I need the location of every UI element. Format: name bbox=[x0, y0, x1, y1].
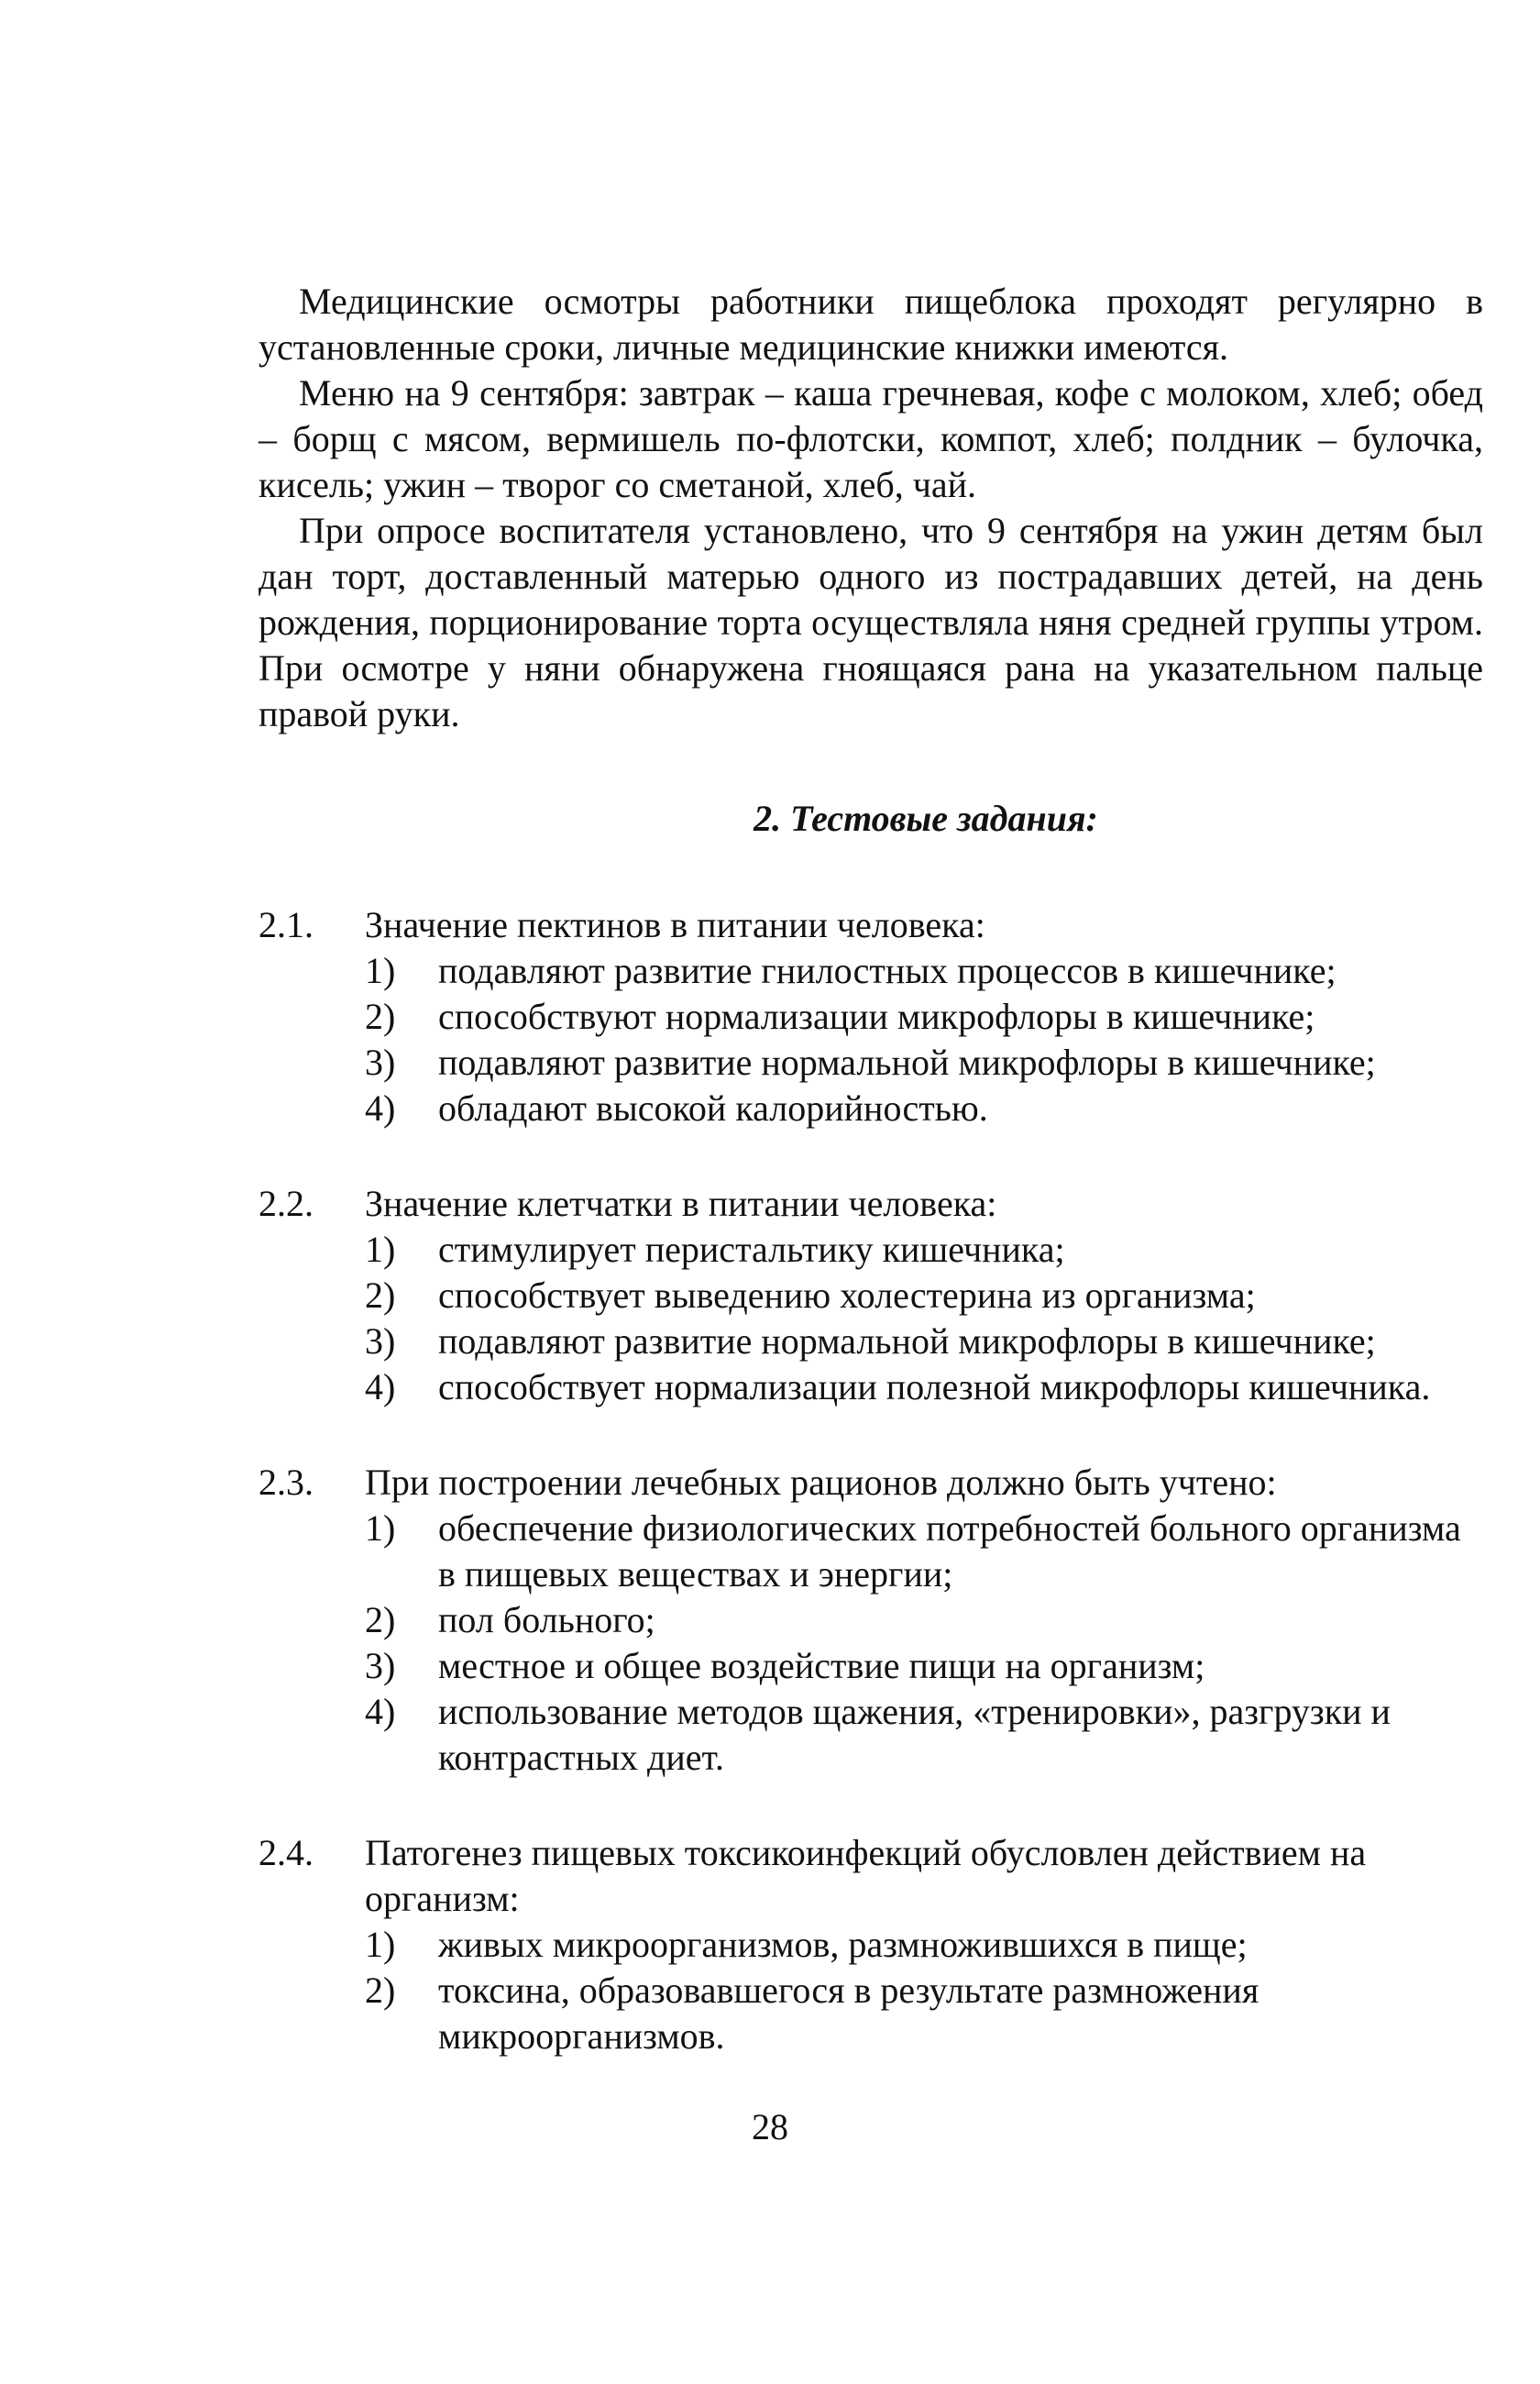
answer-option bbox=[258, 1643, 1483, 1689]
option-number: 1) bbox=[365, 1924, 396, 1965]
option-number: 3) bbox=[365, 1320, 396, 1362]
answer-option bbox=[258, 1597, 1483, 1643]
option-text: подавляют развитие гнилостных процессов в кишечнике; bbox=[438, 950, 1336, 991]
option-number: 1) bbox=[365, 950, 396, 991]
question-number: 2.4. bbox=[258, 1832, 314, 1873]
option-number: 2) bbox=[365, 1970, 396, 2011]
paragraph: Меню на 9 сентября: завтрак – каша гречневая, кофе с молоком, хлеб; обед – борщ с мясом, вермишель по-флотски, компот, хлеб; полдник – булочка, кисель; ужин – творог со сметаной, хлеб, чай. bbox=[258, 372, 1483, 505]
option-text: местное и общее воздействие пищи на организм; bbox=[438, 1645, 1205, 1686]
question-text: Значение клетчатки в питании человека: bbox=[365, 1183, 997, 1224]
option-number: 4) bbox=[365, 1087, 396, 1129]
answer-option bbox=[258, 1040, 1483, 1086]
option-text: токсина, образовавшегося в результате размножения микроорганизмов. bbox=[438, 1970, 1260, 2057]
option-number: 1) bbox=[365, 1507, 396, 1549]
option-number: 2) bbox=[365, 996, 396, 1037]
answer-option bbox=[258, 1968, 1483, 2059]
question-2-3 bbox=[258, 1460, 1483, 1781]
option-text: стимулирует перистальтику кишечника; bbox=[438, 1229, 1065, 1270]
question-number: 2.3. bbox=[258, 1462, 314, 1503]
page-number: 28 bbox=[752, 2106, 788, 2147]
option-text: способствует выведению холестерина из организма; bbox=[438, 1275, 1256, 1316]
answer-option bbox=[258, 994, 1483, 1040]
answer-option bbox=[258, 1273, 1483, 1319]
option-number: 4) bbox=[365, 1366, 396, 1407]
option-text: обладают высокой калорийностью. bbox=[438, 1087, 988, 1129]
option-text: обеспечение физиологических потребностей больного организма в пищевых веществах и энергии; bbox=[438, 1507, 1461, 1595]
option-text: живых микроорганизмов, размножившихся в пище; bbox=[438, 1924, 1248, 1965]
question-text: Патогенез пищевых токсикоинфекций обусловлен действием на организм: bbox=[365, 1832, 1367, 1919]
option-text: использование методов щажения, «тренировки», разгрузки и контрастных диет. bbox=[438, 1691, 1391, 1778]
option-text: способствует нормализации полезной микрофлоры кишечника. bbox=[438, 1366, 1431, 1407]
question-text: При построении лечебных рационов должно быть учтено: bbox=[365, 1462, 1277, 1503]
option-text: подавляют развитие нормальной микрофлоры в кишечнике; bbox=[438, 1320, 1376, 1362]
answer-option bbox=[258, 1086, 1483, 1131]
option-text: пол больного; bbox=[438, 1599, 655, 1640]
option-text: способствуют нормализации микрофлоры в кишечнике; bbox=[438, 996, 1315, 1037]
question-text: Значение пектинов в питании человека: bbox=[365, 904, 985, 945]
option-number: 1) bbox=[365, 1229, 396, 1270]
answer-option bbox=[258, 1922, 1483, 1968]
question-2-2 bbox=[258, 1181, 1483, 1410]
answer-option bbox=[258, 1319, 1483, 1364]
question-2-1 bbox=[258, 902, 1483, 1131]
option-number: 3) bbox=[365, 1042, 396, 1083]
answer-option bbox=[258, 948, 1483, 994]
question-2-4 bbox=[258, 1830, 1483, 2059]
option-number: 3) bbox=[365, 1645, 396, 1686]
question-number: 2.1. bbox=[258, 904, 314, 945]
option-text: подавляют развитие нормальной микрофлоры в кишечнике; bbox=[438, 1042, 1376, 1083]
answer-option bbox=[258, 1227, 1483, 1273]
section-title: 2. Тестовые задания: bbox=[754, 798, 1098, 839]
option-number: 2) bbox=[365, 1275, 396, 1316]
option-number: 4) bbox=[365, 1691, 396, 1732]
answer-option bbox=[258, 1506, 1483, 1597]
answer-option bbox=[258, 1689, 1483, 1781]
option-number: 2) bbox=[365, 1599, 396, 1640]
document-page bbox=[258, 279, 1483, 2109]
question-number: 2.2. bbox=[258, 1183, 314, 1224]
paragraph: Медицинские осмотры работники пищеблока проходят регулярно в установленные сроки, личные медицинские книжки имеются. bbox=[258, 281, 1483, 368]
paragraph: При опросе воспитателя установлено, что 9 сентября на ужин детям был дан торт, доставленный матерью одного из пострадавших детей, на день рождения, порционирование торта осуществляла няня средней группы утром. При осмотре у няни обнаружена гноящаяся рана на указательном пальце правой руки. bbox=[258, 510, 1483, 734]
answer-option bbox=[258, 1364, 1483, 1410]
